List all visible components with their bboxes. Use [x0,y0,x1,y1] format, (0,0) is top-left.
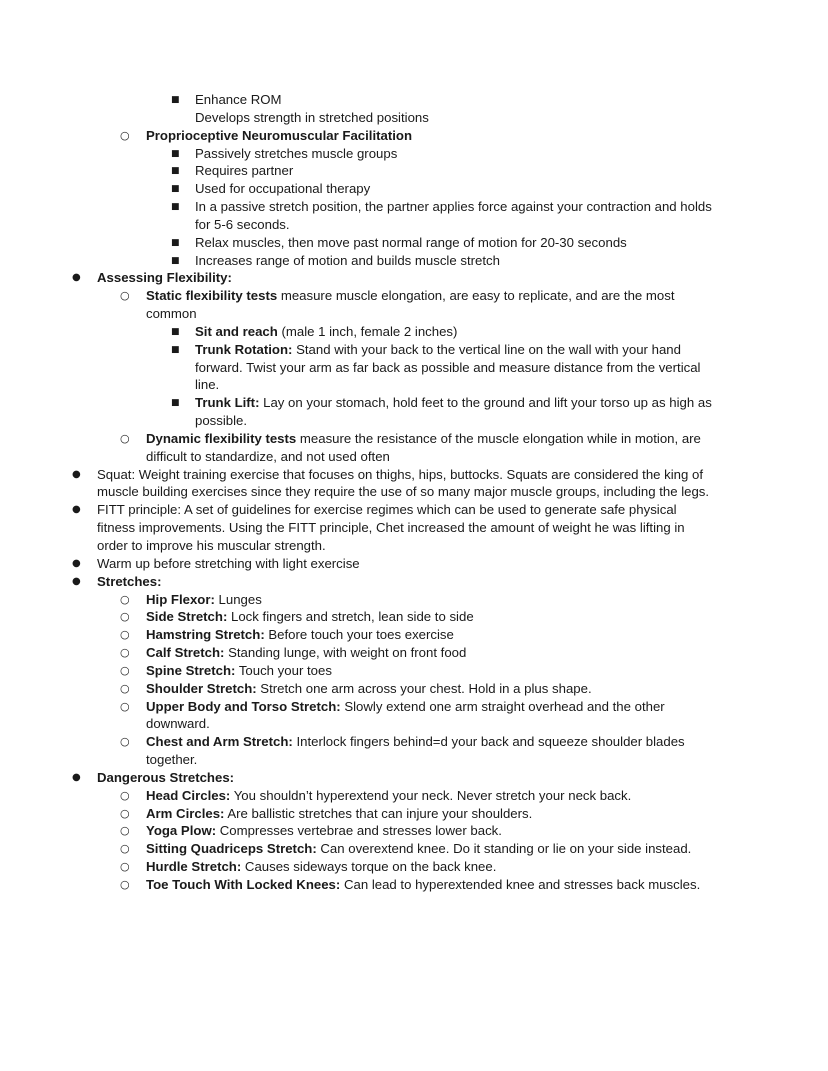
bullet-level-3-icon: ■ [171,148,180,159]
note-text [146,715,210,733]
note-description: downward. [146,716,210,732]
bullet-level-1-icon: ● [72,575,81,587]
note-text [97,573,162,591]
note-description: difficult to standardize, and not used often [146,448,390,464]
bullet-level-3-icon: ■ [171,255,180,266]
note-text [195,91,282,109]
note-description: Squat: Weight training exercise that focuses on thighs, hips, buttocks. Squats are considered the king of [97,466,704,482]
note-text [97,555,360,573]
note-description: Touch your toes [235,662,332,678]
note-text [195,109,429,127]
note-description: Standing lunge, with weight on front food [224,645,467,661]
bullet-level-3-icon: ■ [171,184,180,195]
bullet-level-1-icon: ● [72,771,81,783]
note-term: Proprioceptive Neuromuscular Facilitation [146,127,413,143]
note-term: Chest and Arm Stretch: [146,734,293,750]
bullet-level-3-icon: ■ [171,344,180,355]
note-term: Hurdle Stretch: [146,859,242,875]
note-description: Lock fingers and stretch, lean side to side [227,609,474,625]
note-term: Shoulder Stretch: [146,680,257,696]
note-description: Lunges [214,591,262,607]
note-text [97,519,685,537]
bullet-level-2-icon: ○ [120,610,130,624]
note-text [97,269,232,287]
bullet-level-3-icon: ■ [171,237,180,248]
note-text [146,127,412,145]
bullet-level-2-icon: ○ [120,431,130,445]
note-text [195,341,681,359]
note-text [97,483,709,501]
note-text [97,537,326,555]
note-description: (male 1 inch, female 2 inches) [277,323,458,339]
note-text [195,359,701,377]
bullet-level-2-icon: ○ [120,663,130,677]
note-description: Interlock fingers behind=d your back and squeeze shoulder blades [292,734,685,750]
note-text [146,448,390,466]
note-description: Develops strength in stretched positions [195,109,429,125]
note-description: FITT principle: A set of guidelines for exercise regimes which can be used to generate safe physical [97,502,677,518]
note-term: Head Circles: [146,787,231,803]
note-term: Sit and reach [195,323,278,339]
note-text [97,466,703,484]
note-description: Stretch one arm across your chest. Hold in a plus shape. [256,680,592,696]
note-description: forward. Twist your arm as far back as possible and measure distance from the vertical [195,359,701,375]
note-description: for 5-6 seconds. [195,216,290,232]
bullet-level-2-icon: ○ [120,735,130,749]
note-text [146,751,197,769]
bullet-level-3-icon: ■ [171,202,180,213]
note-term: Upper Body and Torso Stretch: [146,698,341,714]
note-description: Passively stretches muscle groups [195,145,398,161]
note-text [146,591,262,609]
bullet-level-2-icon: ○ [120,788,130,802]
note-text [146,430,701,448]
bullet-level-3-icon: ■ [171,166,180,177]
note-term: Calf Stretch: [146,645,225,661]
note-description: order to improve his muscular strength. [97,538,326,553]
note-description: Are ballistic stretches that can injure your shoulders. [224,805,533,821]
note-term: Arm Circles: [146,805,225,821]
note-text [195,216,290,234]
note-description: In a passive stretch position, the partner applies force against your contraction and holds [195,199,712,215]
note-text [195,234,627,252]
note-description: Lay on your stomach, hold feet to the ground and lift your torso up as high as [259,395,712,411]
note-term: Hamstring Stretch: [146,627,265,643]
note-term: Trunk Rotation: [195,341,293,357]
bullet-level-1-icon: ● [72,468,81,480]
note-term: Sitting Quadriceps Stretch: [146,841,317,857]
note-text [146,787,631,805]
note-term: Yoga Plow: [146,823,217,839]
note-text [195,198,712,216]
note-text [146,858,496,876]
note-term: Hip Flexor: [146,591,215,607]
note-description: Enhance ROM [195,92,282,107]
note-description: possible. [195,413,248,429]
note-description: Relax muscles, then move past normal range of motion for 20-30 seconds [195,234,627,250]
note-description: line. [195,377,220,393]
bullet-level-1-icon: ● [72,557,81,569]
note-text [195,252,500,270]
note-text [97,769,234,787]
note-term: Dynamic flexibility tests [146,430,297,446]
bullet-level-2-icon: ○ [120,877,130,891]
bullet-level-2-icon: ○ [120,860,130,874]
note-description: Compresses vertebrae and stresses lower back. [216,823,502,839]
bullet-level-3-icon: ■ [171,95,180,105]
bullet-level-2-icon: ○ [120,681,130,695]
note-term: Dangerous Stretches: [97,769,235,785]
note-description: measure the resistance of the muscle elongation while in motion, are [296,430,701,446]
note-term: Toe Touch With Locked Knees: [146,876,341,892]
note-text [146,822,502,840]
note-description: Stand with your back to the vertical line on the wall with your hand [292,341,681,357]
note-description: Causes sideways torque on the back knee. [241,859,497,875]
note-text [97,501,677,519]
note-description: Can lead to hyperextended knee and stresses back muscles. [340,876,701,892]
note-text [146,305,197,323]
bullet-level-2-icon: ○ [120,592,130,606]
bullet-level-2-icon: ○ [120,699,130,713]
note-text [146,733,685,751]
bullet-level-1-icon: ● [72,504,81,516]
note-description: You shouldn’t hyperextend your neck. Never stretch your neck back. [230,787,632,803]
bullet-level-1-icon: ● [72,272,81,284]
bullet-level-2-icon: ○ [120,628,130,642]
note-text [146,805,532,823]
note-text [195,180,370,198]
note-term: Trunk Lift: [195,395,260,411]
note-description: Requires partner [195,163,294,179]
note-term: Spine Stretch: [146,662,236,678]
note-description: measure muscle elongation, are easy to replicate, and are the most [277,288,675,304]
note-text [146,608,474,626]
note-description: muscle building exercises since they require the use of so many major muscle groups, including the legs. [97,484,710,500]
note-description: Slowly extend one arm straight overhead and the other [340,698,665,714]
bullet-level-3-icon: ■ [171,398,180,409]
note-description: common [146,306,197,322]
note-text [146,680,592,698]
note-description: Used for occupational therapy [195,181,371,197]
note-description: Can overextend knee. Do it standing or lie on your side instead. [316,841,692,857]
note-term: Side Stretch: [146,609,228,625]
note-text [195,162,293,180]
note-text [146,662,332,680]
note-term: Static flexibility tests [146,288,278,304]
note-text [146,698,665,716]
bullet-level-2-icon: ○ [120,824,130,838]
note-text [146,876,700,894]
bullet-level-2-icon: ○ [120,842,130,856]
note-description: Increases range of motion and builds muscle stretch [195,252,500,268]
note-description: fitness improvements. Using the FITT principle, Chet increased the amount of weight he was lifting in [97,520,685,536]
note-text [146,840,691,858]
bullet-level-3-icon: ■ [171,326,180,337]
note-text [195,412,247,430]
note-text [146,287,675,305]
note-text [195,376,219,394]
bullet-level-2-icon: ○ [120,128,130,142]
bullet-level-2-icon: ○ [120,289,130,303]
bullet-level-2-icon: ○ [120,806,130,820]
note-text [195,394,712,412]
note-text [195,323,457,341]
note-text [195,145,397,163]
note-description: together. [146,752,198,768]
note-term: Assessing Flexibility: [97,270,232,286]
note-description: Warm up before stretching with light exercise [97,555,360,571]
note-description: Before touch your toes exercise [264,627,454,643]
note-term: Stretches: [97,573,162,589]
note-text [146,626,454,644]
note-text [146,644,466,662]
bullet-level-2-icon: ○ [120,646,130,660]
